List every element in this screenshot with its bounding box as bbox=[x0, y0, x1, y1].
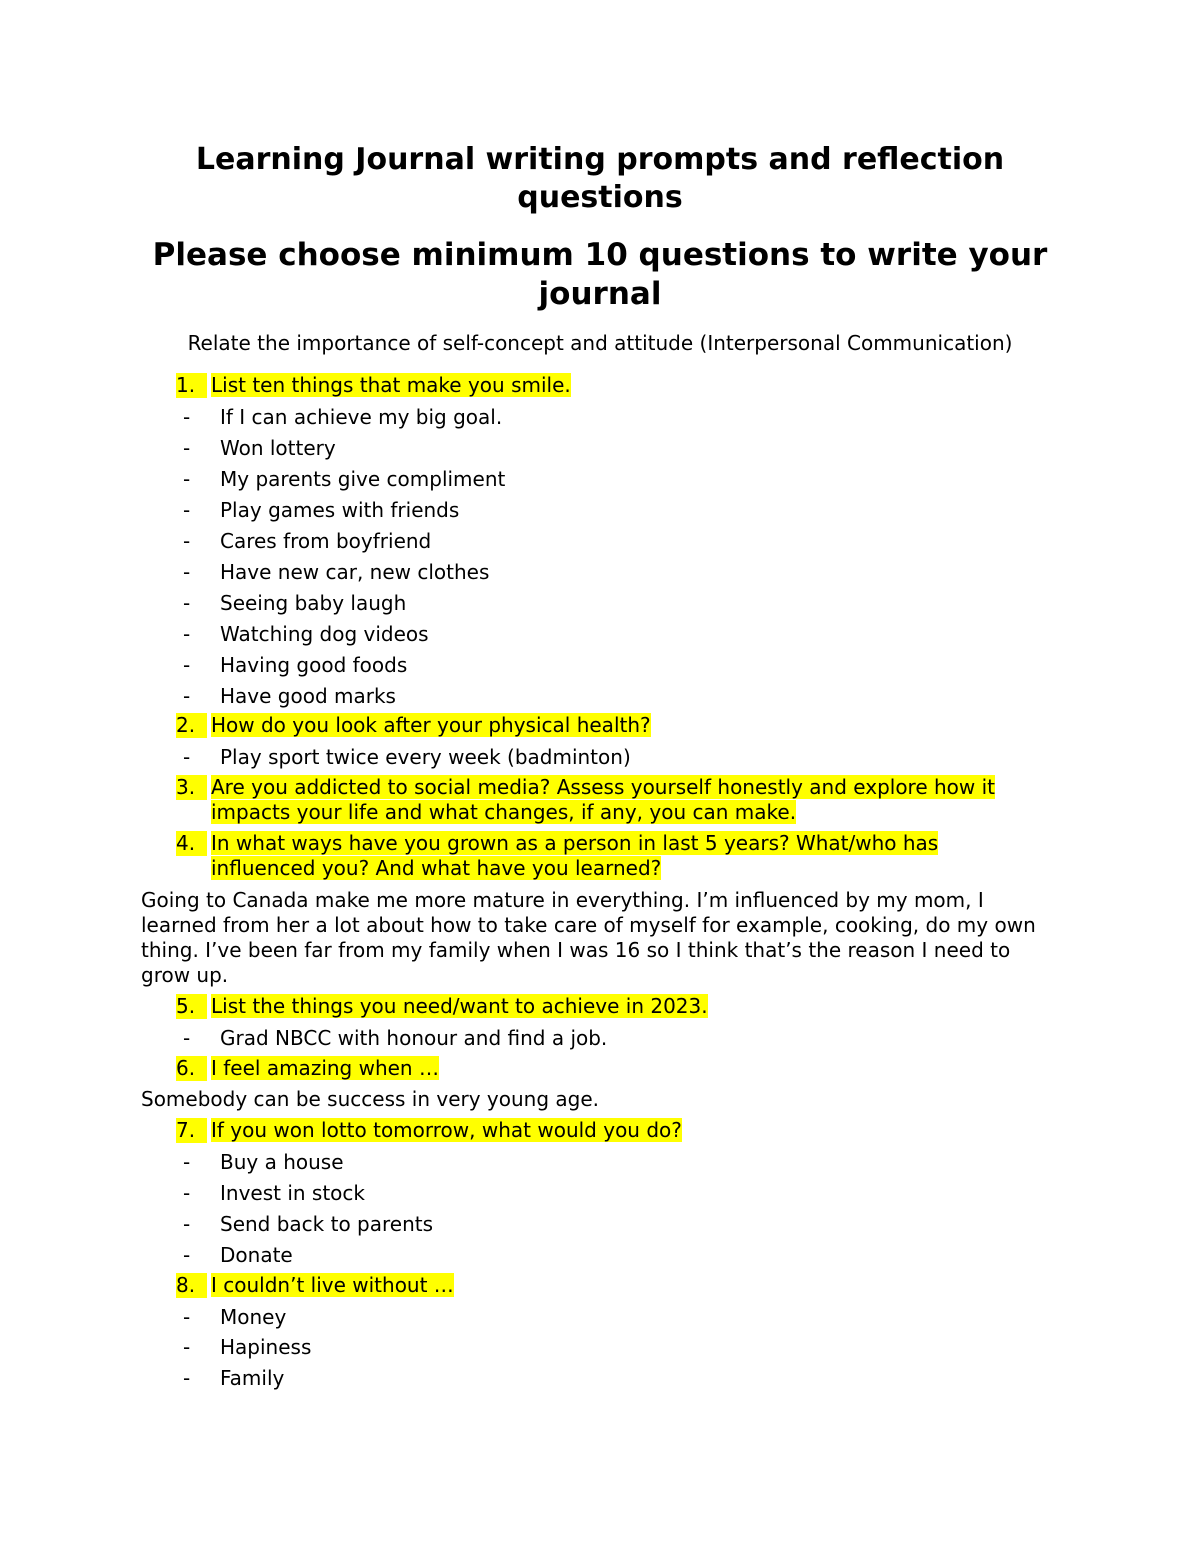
question-number: 2. bbox=[176, 713, 207, 738]
answer-paragraph: Going to Canada make me more mature in everything. I’m influenced by my mom, I learned from her a lot about how to take care of myself for example, cooking, do my own thing. I’ve been far from my family when I was 16 so I think that’s the reason I need to grow up. bbox=[141, 888, 1036, 987]
question-text: List the things you need/want to achieve in 2023. bbox=[211, 994, 708, 1018]
answer-paragraph: Somebody can be success in very young age. bbox=[141, 1087, 600, 1111]
dash-bullet: - bbox=[183, 1181, 191, 1205]
intro-text: Relate the importance of self-concept and attitude (Interpersonal Communication) bbox=[187, 331, 1013, 355]
dash-bullet: - bbox=[183, 529, 191, 553]
question-number: 5. bbox=[176, 994, 207, 1019]
dash-bullet: - bbox=[183, 405, 191, 429]
dash-bullet: - bbox=[183, 1212, 191, 1236]
dash-bullet: - bbox=[183, 684, 191, 708]
question-number: 7. bbox=[176, 1118, 207, 1143]
question-text: I feel amazing when … bbox=[211, 1056, 439, 1080]
dash-bullet: - bbox=[183, 1335, 191, 1359]
question-text-line-2: influenced you? And what have you learned? bbox=[211, 856, 662, 880]
dash-bullet: - bbox=[183, 1366, 191, 1390]
dash-bullet: - bbox=[183, 498, 191, 522]
document-subtitle: Please choose minimum 10 questions to write your journal bbox=[152, 237, 1048, 312]
question-number: 1. bbox=[176, 373, 207, 398]
question-text: I couldn’t live without … bbox=[211, 1273, 454, 1297]
question-text: How do you look after your physical health? bbox=[211, 713, 651, 737]
dash-bullet: - bbox=[183, 591, 191, 615]
question-number: 3. bbox=[176, 775, 207, 800]
dash-bullet: - bbox=[183, 745, 191, 769]
dash-bullet: - bbox=[183, 560, 191, 584]
question-text: List ten things that make you smile. bbox=[211, 373, 571, 397]
question-number: 6. bbox=[176, 1056, 207, 1081]
question-text-line-1: Are you addicted to social media? Assess yourself honestly and explore how it bbox=[211, 775, 996, 799]
question-number: 8. bbox=[176, 1273, 207, 1298]
dash-bullet: - bbox=[183, 653, 191, 677]
question-number: 4. bbox=[176, 831, 207, 856]
question-text-line-2: impacts your life and what changes, if any, you can make. bbox=[211, 800, 797, 824]
dash-bullet: - bbox=[183, 1305, 191, 1329]
dash-bullet: - bbox=[183, 436, 191, 460]
dash-bullet: - bbox=[183, 467, 191, 491]
document-title: Learning Journal writing prompts and reflection questions bbox=[195, 142, 1005, 215]
document-page: Learning Journal writing prompts and reflection questions Please choose minimum 10 questions to write your journal Relate the importance of self-concept and attitude (Interpersonal Communication) 1. List ten things that make you smile. - If I can achieve my big goal. - Won lottery - My parents give compliment - Play games with friends - Cares from boyfriend - Have new car, new clothes - Seeing baby laugh - Watching dog videos - Having good foods - Have good marks 2. How do you look after your physical health? - Play sport twice every week (badminton) 3. Are you addicted to social media? Assess yourself honestly and explore how it impacts your life and what changes, if any, you can make. 4. In what ways have you grown as a person in last 5 years? What/who has influenced you? And what have you learned? Going to Canada make me more mature in everything. I’m influenced by my mom, I learned from her a lot about how to take care of myself for example, cooking, do my own thing. I’ve been far from my family when I was 16 so I think that’s the reason I need to grow up. 5. List the things you need/want to achieve in 2023. - Grad NBCC with honour and find a job. 6. I feel amazing when … Somebody can be success in very young age. 7. If you won lotto tomorrow, what would you do? - Buy a house - Invest in stock - Send back to parents - Donate 8. I couldn’t live without … - Money - Hapiness - Family bbox=[0, 0, 1200, 1553]
dash-bullet: - bbox=[183, 622, 191, 646]
question-text: If you won lotto tomorrow, what would you do? bbox=[211, 1118, 682, 1142]
dash-bullet: - bbox=[183, 1243, 191, 1267]
dash-bullet: - bbox=[183, 1026, 191, 1050]
question-text-line-1: In what ways have you grown as a person in last 5 years? What/who has bbox=[211, 831, 939, 855]
dash-bullet: - bbox=[183, 1150, 191, 1174]
